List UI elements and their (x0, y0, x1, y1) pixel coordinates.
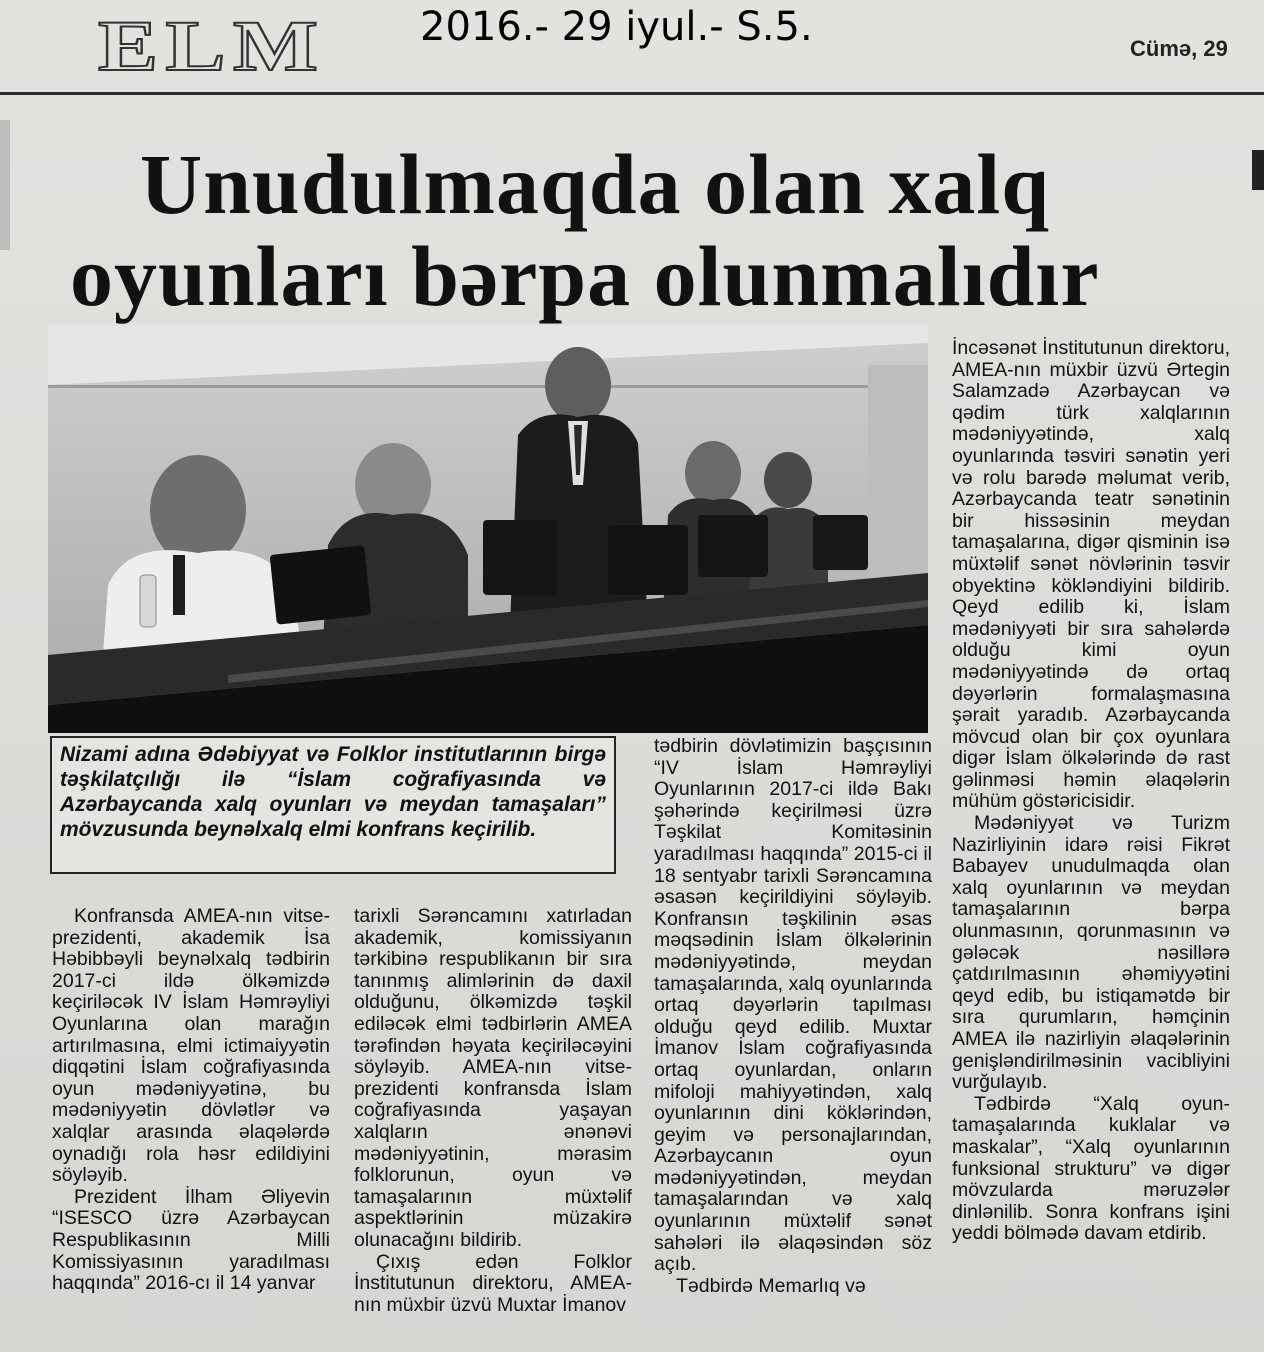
article-column-1 (52, 906, 330, 1295)
article-paragraph: tarixli Sərəncamını xatırladan akademik, komissiyanın tərkibinə respublikanın bir sıra tanınmış alimlərinin də daxil olduğunu, ölkəmizdə təşkil ediləcək elmi tədbirlərin AMEA tərəfindən həyata keçiriləcəyini söyləyib. AMEA-nın vitse-prezidenti konfransda İslam coğrafiyasında yaşayan xalqların ənənəvi mədəniyyətinin, mərasim folklorunun, oyun və tamaşalarının müxtəlif aspektlərinin müzakirə olunacağını bildirib. (354, 905, 632, 1251)
adjacent-page-edge (0, 120, 10, 250)
issue-day-label: Cümə, 29 (1130, 36, 1228, 61)
article-column-3 (654, 736, 932, 1297)
article-headline (70, 138, 1260, 322)
headline-line-2: oyunları bərpa olunmalıdır (70, 228, 1100, 324)
article-paragraph: Prezident İlham Əliyevin “ISESCO üzrə Azərbaycan Respublikasının Milli Komissiyasının yaradılması haqqında” 2016-cı il 14 yanvar (52, 1185, 330, 1295)
headline-line-1: Unudulmaqda olan xalq (140, 136, 1051, 232)
conference-photo (48, 325, 928, 733)
article-column-4 (952, 338, 1230, 1245)
article-paragraph: Tədbirdə Memarlıq və (676, 1274, 866, 1297)
photo-caption: Nizami adına Ədəbiyyat və Folklor institutlarının birgə təşkilatçılığı ilə “İslam coğrafiyasında və Azərbaycanda xalq oyunları və meydan tamaşaları” mövzusunda beynəlxalq elmi konfrans keçirilib. (50, 736, 616, 874)
article-paragraph: Çıxış edən Folklor İnstitutunun direktoru, AMEA-nın müxbir üzvü Muxtar İmanov (354, 1250, 632, 1316)
publication-date: 2016.- 29 iyul.- S.5. (420, 4, 813, 50)
article-paragraph: İncəsənət İnstitutunun direktoru, AMEA-nın müxbir üzvü Ərtegin Salamzadə Azərbaycan və qədim türk xalqlarının mədəniyyətində, xalq oyunlarında təsviri sənətin yeri və rolu barədə məlumat verib, Azərbaycanda teatr sənətinin bir hissəsinin meydan tamaşalarına, digər qisminin isə müxtəlif sənət növlərinin təsvir obyektinə köklәndiyini bildirib. Qeyd edilib ki, İslam mədəniyyəti bir sıra sahələrdə olduğu kimi oyun mədəniyyətində də ortaq dəyərlərin formalaşmasına şərait yaradıb. Azərbaycanda mövcud olan bir çox oyunlara digər İslam ölkələrində də rast gəlinməsi həmin əlaqələrin mühüm göstəricisidir. (952, 337, 1230, 813)
masthead-divider (0, 92, 1264, 95)
article-paragraph: Mədəniyyət və Turizm Nazirliyinin idarə rəisi Fikrət Babayev unudulmaqda olan xalq oyunlarının və meydan tamaşalarının bərpa olunmasının, qorunmasının və gələcək nəsillərə çatdırılmasının əhəmiyyətini qeyd edib, bu istiqamətdə bir sıra qurumların, həmçinin AMEA ilə nazirliyin əlaqələrinin genişləndirilməsinin vacibliyini vurğulayıb. (952, 812, 1230, 1094)
article-paragraph: Konfransda AMEA-nın vitse-prezidenti, akademik İsa Həbibbəyli beynəlxalq tədbirin 2017-ci ildə ölkəmizdə keçiriləcək IV İslam Həmrəyliyi Oyunlarına olan marağın artırılmasına, elmi ictimaiyyətin diqqətini İslam coğrafiyasında oyun mədəniyyətinə, bu mədəniyyətin dövlətlər və xalqlar arasında əlaqələrdə oynadığı rola həsr edildiyini söyləyib. (52, 905, 330, 1187)
article-paragraph: tədbirin dövlətimizin başçısının “IV İslam Həmrəyliyi Oyunlarının 2017-ci ildə Bakı şəhərində keçirilməsi üzrə Təşkilat Komitəsinin yaradılması haqqında” 2015-ci il 18 sentyabr tarixli Sərəncamına əsasən keçirildiyini söyləyib. Konfransın təşkilinin əsas məqsədinin İslam ölkələrinin mədəniyyətində, meydan tamaşalarında, xalq oyunlarında ortaq dəyərlərin tapılması olduğu qeyd edilib. Muxtar İmanov İslam coğrafiyasında ortaq oyunlardan, onların mifoloji mahiyyətindən, xalq oyunlarının dini köklərindən, geyim və personajlarından, Azərbaycanın oyun mədəniyyətindən, meydan tamaşalarından və xalq oyunlarının müxtəlif sənət sahələri ilə əlaqəsindən söz açıb. (654, 735, 932, 1276)
newspaper-masthead: ELM (98, 6, 326, 86)
article-paragraph: Tədbirdə “Xalq oyun-tamaşalarında kuklalar və maskalar”, “Xalq oyunlarının funksional strukturu” və digər mövzularda məruzələr dinlənilib. Sonra konfrans işini yeddi bölmədə davam etdirib. (952, 1092, 1230, 1245)
article-column-2 (354, 906, 632, 1316)
